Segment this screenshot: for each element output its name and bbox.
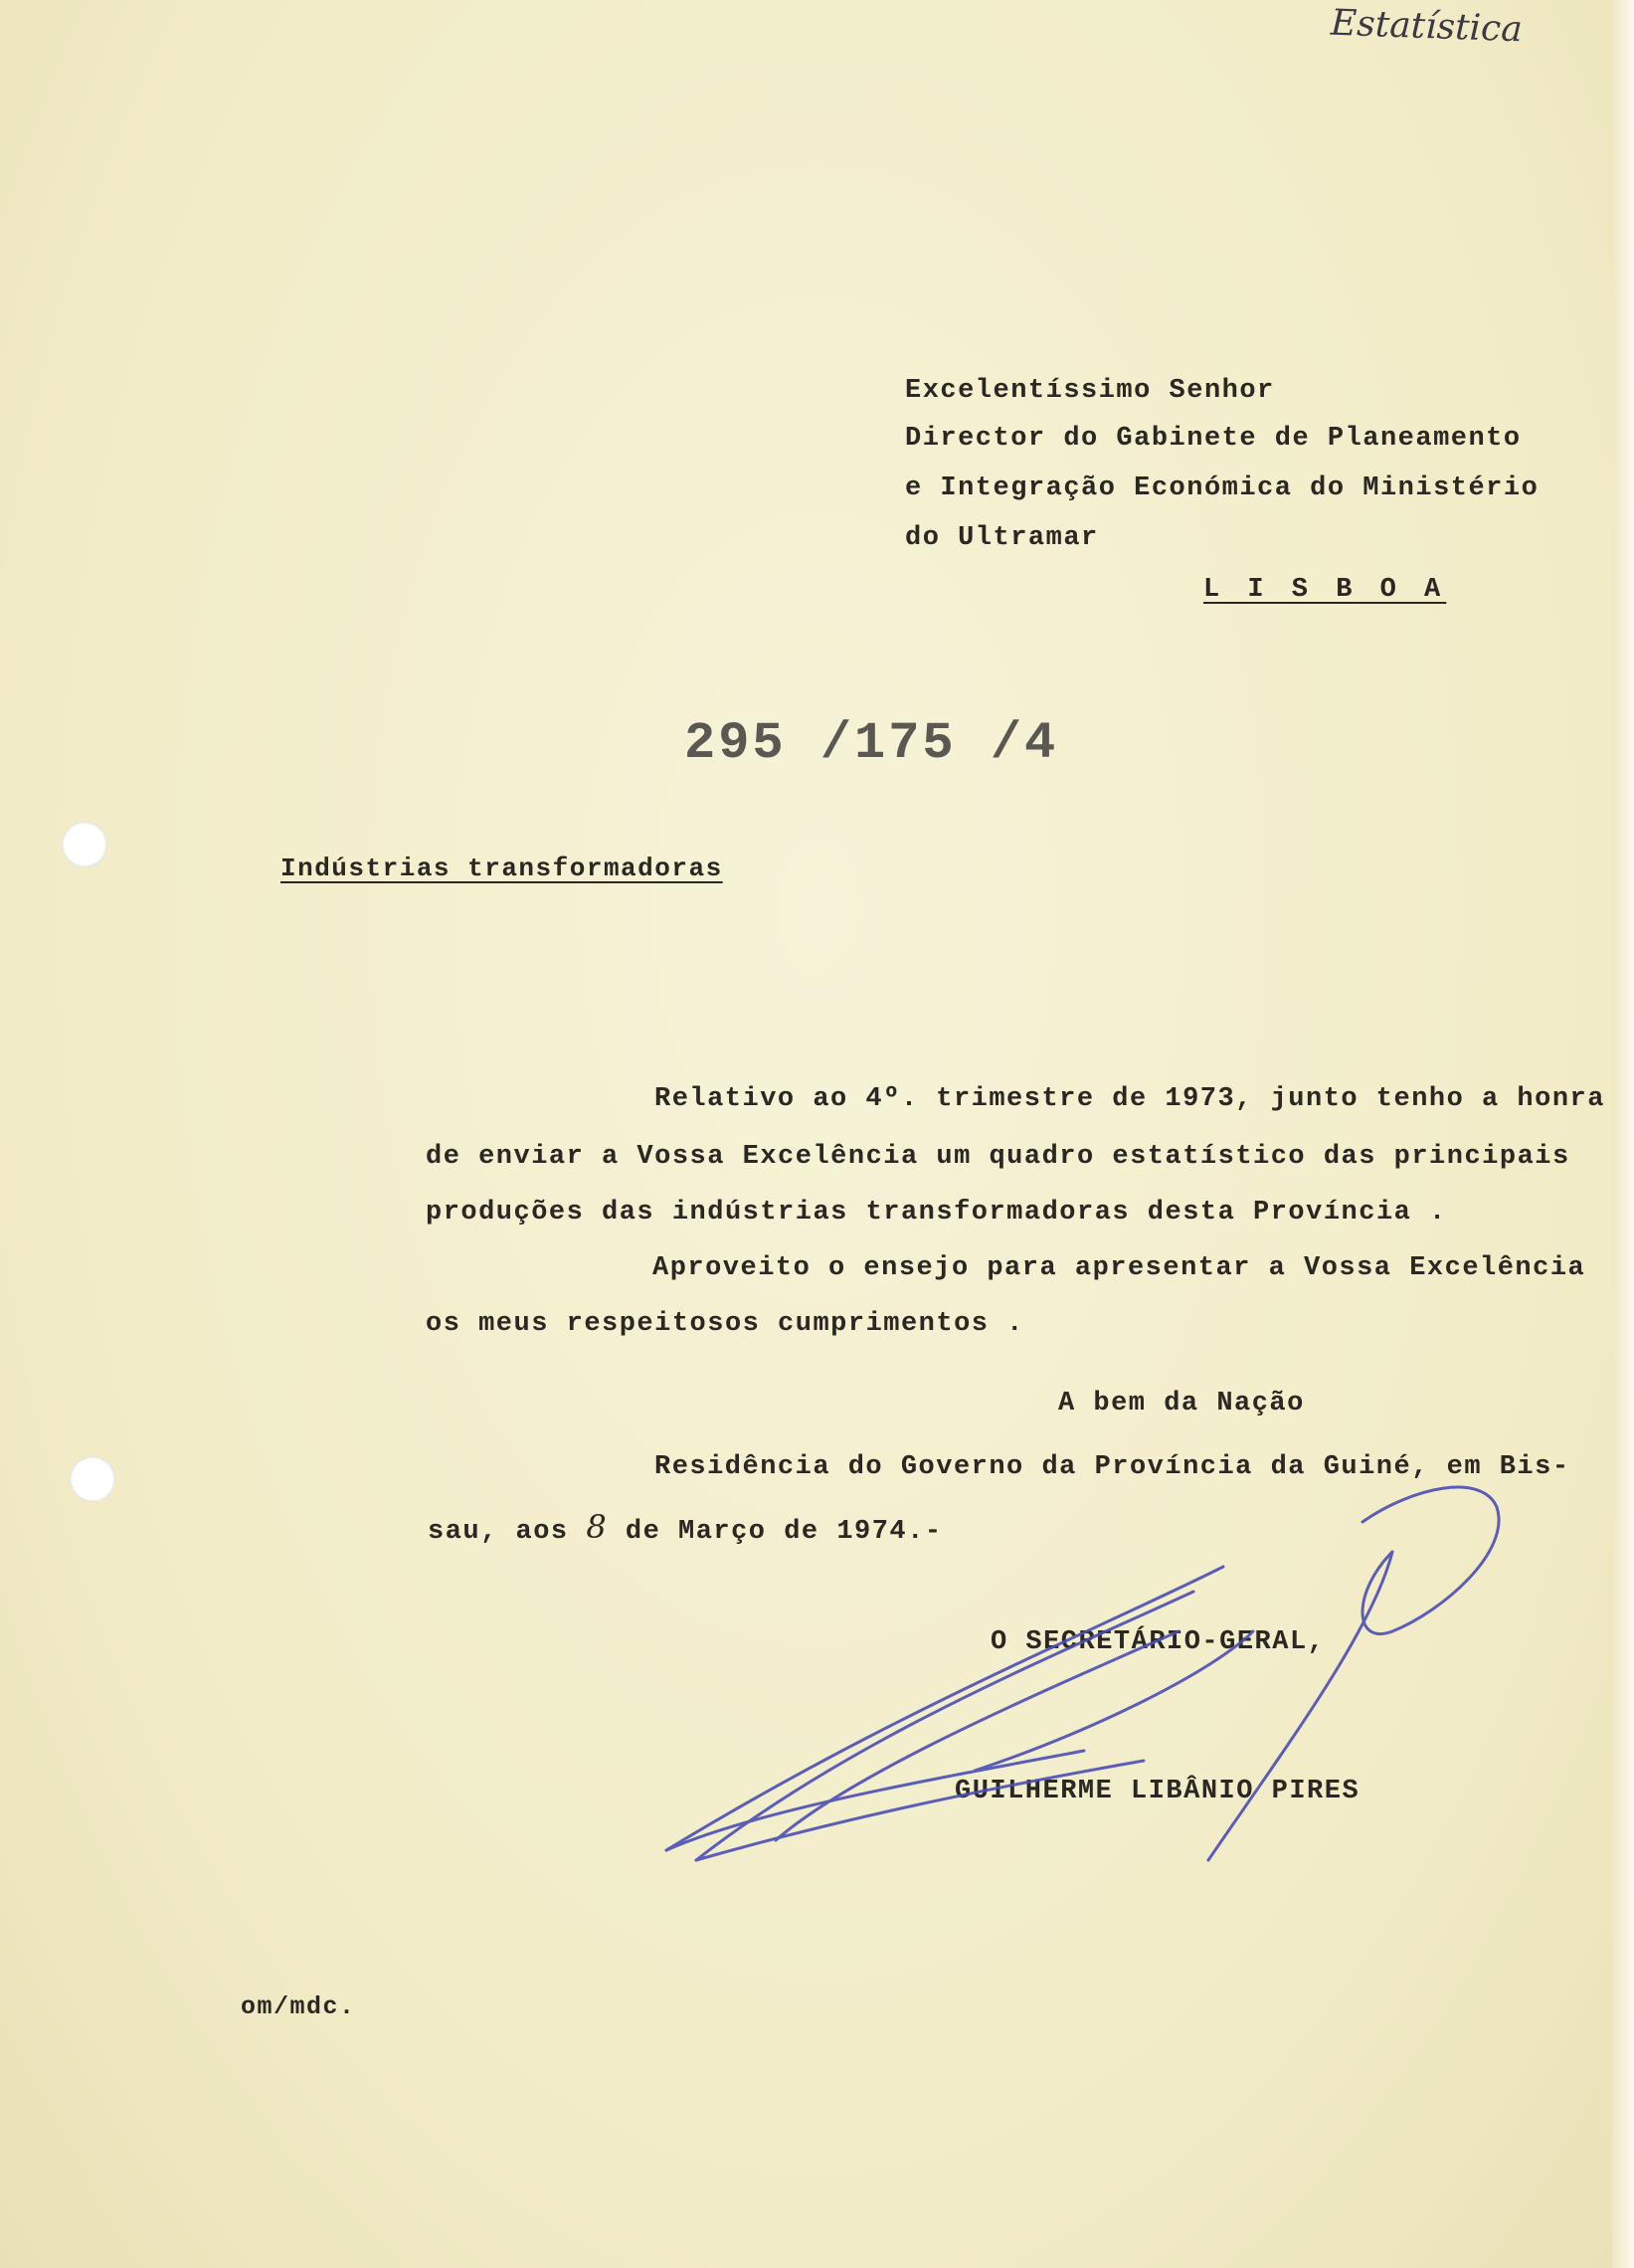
- handwritten-note: Estatística: [1330, 2, 1524, 51]
- signatory-name: GUILHERME LIBÂNIO PIRES: [955, 1777, 1361, 1806]
- place-date-prefix: sau, aos: [428, 1517, 587, 1547]
- body-p1-line-1: Relativo ao 4º. trimestre de 1973, junto tenho a honra: [654, 1084, 1605, 1114]
- place-date-line-1: Residência do Governo da Província da Guiné, em Bis-: [654, 1452, 1570, 1482]
- addressee-line-1: Excelentíssimo Senhor: [905, 376, 1275, 406]
- addressee-line-4: do Ultramar: [905, 523, 1099, 553]
- body-p2-line-2: os meus respeitosos cumprimentos .: [426, 1309, 1024, 1339]
- punch-hole-top: [62, 822, 107, 867]
- addressee-city: L I S B O A: [1203, 575, 1447, 605]
- subject: Indústrias transformadoras: [280, 853, 723, 883]
- place-date-line-2: [428, 1508, 943, 1547]
- typist-initials: om/mdc.: [241, 1992, 356, 2021]
- punch-hole-bottom: [70, 1456, 115, 1502]
- handwritten-day: 8: [586, 1508, 609, 1546]
- page-edge: [1612, 0, 1634, 2268]
- closing: A bem da Nação: [1058, 1389, 1305, 1418]
- addressee-line-3: e Integração Económica do Ministério: [905, 473, 1540, 503]
- signatory-title: O SECRETÁRIO-GERAL,: [991, 1627, 1326, 1657]
- body-p2-line-1: Aproveito o ensejo para apresentar a Vossa Excelência: [652, 1253, 1586, 1283]
- reference-stamp: 295 /175 /4: [684, 714, 1059, 773]
- body-p1-line-2: de enviar a Vossa Excelência um quadro estatístico das principais: [426, 1142, 1570, 1172]
- place-date-suffix: de Março de 1974.-: [608, 1517, 943, 1547]
- addressee-line-2: Director do Gabinete de Planeamento: [905, 424, 1522, 454]
- body-p1-line-3: produções das indústrias transformadoras desta Província .: [426, 1198, 1447, 1228]
